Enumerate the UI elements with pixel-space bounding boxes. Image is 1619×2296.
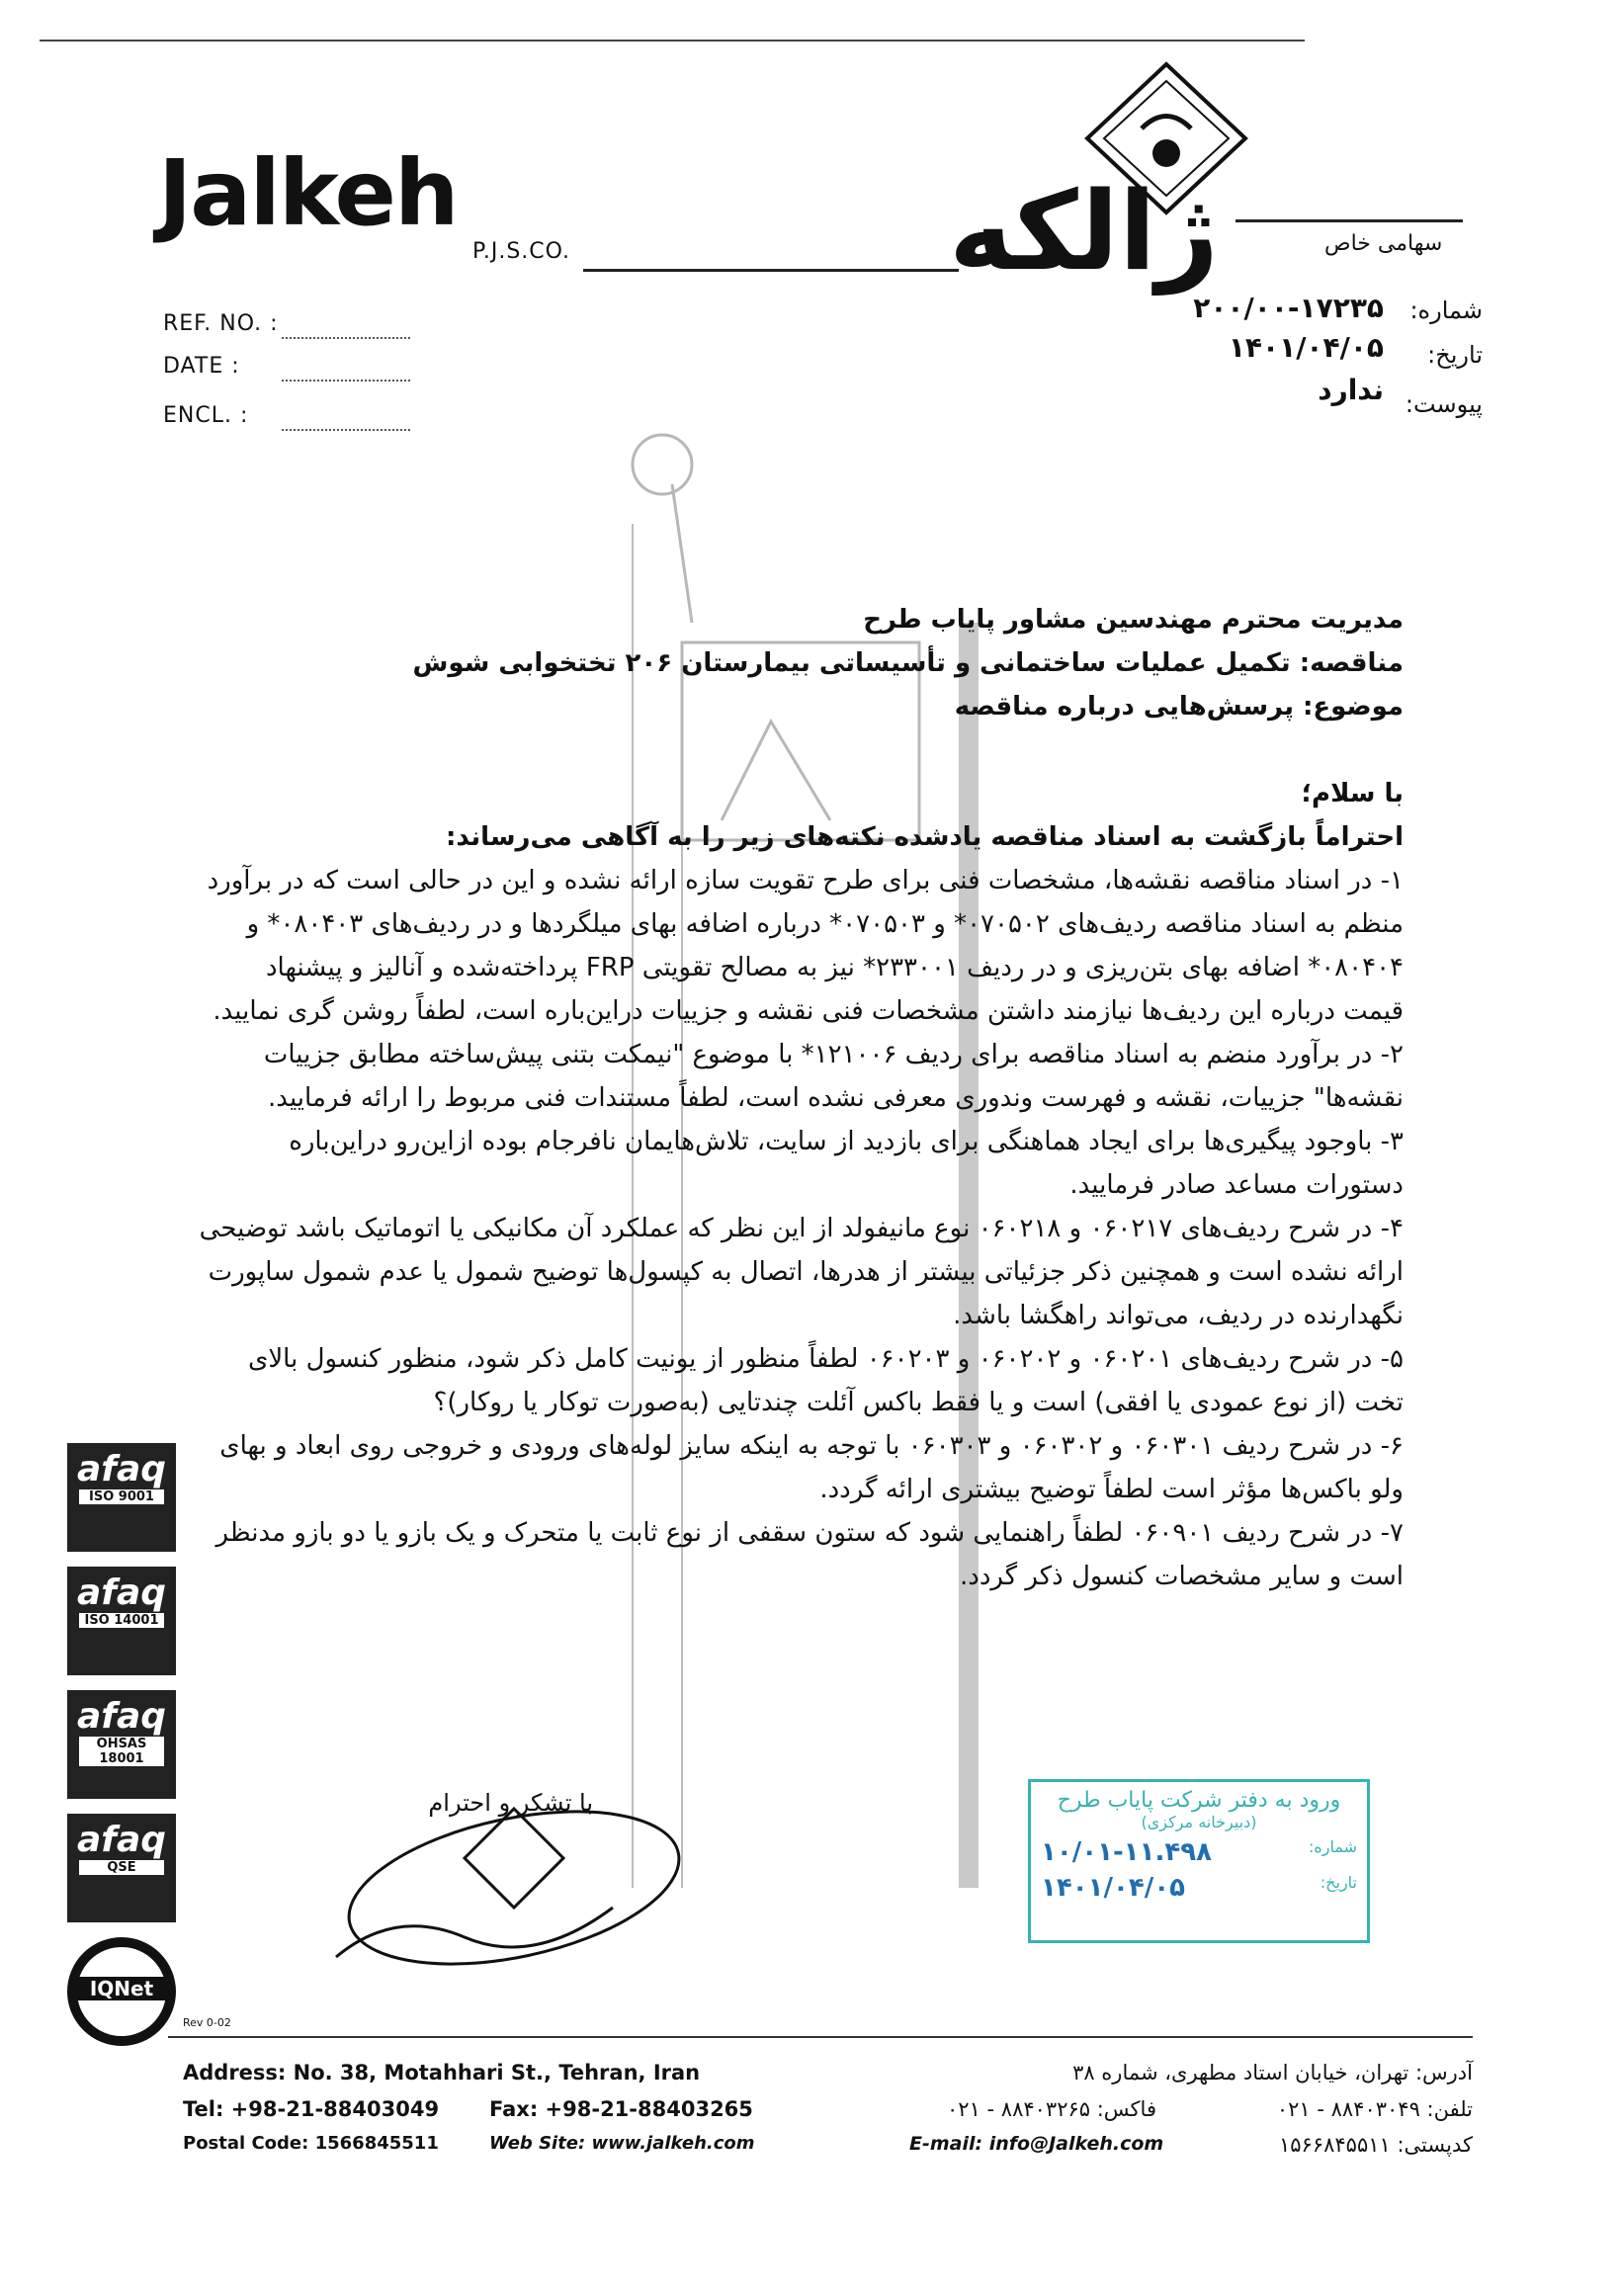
iso-14001-badge: [67, 1567, 176, 1675]
encl-value: ندارد: [1318, 374, 1384, 406]
footer-address-fa: آدرس: تهران، خیابان استاد مطهری، شماره ۳۸: [1072, 2061, 1473, 2084]
footer-fax: Fax: +98-21-88403265: [489, 2097, 753, 2121]
recipient: مدیریت محترم مهندسین مشاور پایاب طرح: [863, 605, 1404, 635]
date-label-fa: تاریخ:: [1427, 341, 1483, 369]
list-item: ۲- در برآورد منضم به اسناد مناقصه برای ردیف ۱۲۱۰۰۶* با موضوع "نیمکت بتنی پیش‌ساخته مطابق جزییات نقشه‌ها" جزییات، نقشه و فهرست وندوری معرفی نشده است، لطفاً مستندات فنی مربوط را ارائه فرمایید.: [263, 1040, 1404, 1113]
stamp-date: ۱۴۰۱/۰۴/۰۵: [1041, 1873, 1185, 1903]
footer-email: E-mail: info@Jalkeh.com: [909, 2133, 1164, 2155]
iso-9001-badge: [67, 1443, 176, 1552]
stamp-number: ۱۰/۰۱-۱۱.۴۹۸: [1041, 1837, 1212, 1867]
brand-rule: [583, 269, 959, 272]
company-seal-icon: [316, 1789, 692, 1987]
intro: احتراماً بازگشت به اسناد مناقصه یادشده نکته‌های زیر را به آگاهی می‌رساند:: [446, 822, 1404, 852]
ohsas-18001-badge: [67, 1690, 176, 1799]
greeting: با سلام؛: [1301, 779, 1404, 808]
footer-postal: Postal Code: 1566845511: [183, 2133, 439, 2154]
encl-line: [282, 428, 410, 431]
rev-code: Rev 0-02: [183, 2016, 231, 2029]
company-type: سهامی خاص: [1324, 231, 1443, 256]
stamp-date-label: تاریخ:: [1320, 1873, 1357, 1892]
number-label-fa: شماره:: [1409, 297, 1483, 324]
stamp-subtitle: (دبیرخانه مرکزی): [1141, 1813, 1257, 1831]
brand-rule: [1236, 219, 1463, 222]
qse-badge: [67, 1814, 176, 1922]
badge-standard: OHSAS 18001: [79, 1737, 164, 1766]
letter-number: ۲۰۰/۰۰-۱۷۲۳۵: [1193, 292, 1384, 324]
stamp-title: ورود به دفتر شرکت پایاب طرح: [1057, 1788, 1341, 1813]
brand-logo-en: Jalkeh: [158, 140, 458, 246]
badge-standard: QSE: [79, 1860, 164, 1875]
badge-brand: afaq: [76, 1820, 167, 1860]
ref-no-line: [282, 336, 410, 339]
receipt-stamp: [1028, 1779, 1370, 1943]
tender: مناقصه: تکمیل عملیات ساختمانی و تأسیساتی بیمارستان ۲۰۶ تختخوابی شوش: [412, 648, 1404, 678]
list-item: ۷- در شرح ردیف ۰۶۰۹۰۱ لطفاً راهنمایی شود که ستون سقفی از نوع ثابت یا متحرک و یک بازو یا دو بازو مدنظر است و سایر مشخصات کنسول ذکر گردد.: [215, 1518, 1404, 1591]
footer-rule: [168, 2036, 1473, 2038]
footer-address: Address: No. 38, Motahhari St., Tehran, Iran: [183, 2061, 701, 2084]
iqnet-logo: [67, 1937, 176, 2046]
footer-fax-fa: فاکس: ۸۸۴۰۳۲۶۵ - ۰۲۱: [947, 2097, 1156, 2121]
letter-date: ۱۴۰۱/۰۴/۰۵: [1228, 331, 1384, 364]
list-item: ۵- در شرح ردیف‌های ۰۶۰۲۰۱ و ۰۶۰۲۰۲ و ۰۶۰۲۰۳ لطفاً منظور از یونیت کامل ذکر شود، منظور کنسول بالای تخت (از نوع عمودی یا افقی) است و یا فقط باکس آئلت چندتایی (به‌صورت توکار یا روکار)؟: [247, 1344, 1404, 1417]
iqnet-label: IQNet: [77, 1977, 166, 2000]
ref-no-label: REF. NO. :: [163, 311, 279, 336]
footer-postal-fa: کدپستی: ۱۵۶۶۸۴۵۵۱۱: [1279, 2133, 1473, 2157]
badge-standard: ISO 14001: [79, 1613, 164, 1628]
closing: با تشکر و احترام: [428, 1789, 593, 1817]
stamp-number-label: شماره:: [1308, 1837, 1357, 1856]
list-item: ۱- در اسناد مناقصه نقشه‌ها، مشخصات فنی برای طرح تقویت سازه ارائه نشده و این در حالی است که در برآورد منظم به اسناد مناقصه ردیف‌های ۰۷۰۵۰۲* و ۰۷۰۵۰۳* درباره اضافه بهای میلگردها و در ردیف‌های ۰۸۰۴۰۳* و ۰۸۰۴۰۴* اضافه بهای بتن‌ریزی و در ردیف ۲۳۳۰۰۱* نیز به مصالح تقویتی FRP پرداخته‌شده و آنالیز و پیشنهاد قیمت درباره این ردیف‌ها نیازمند داشتن مشخصات فنی نقشه و جزییات دراین‌باره است، لطفاً روشن گری نمایید.: [207, 866, 1404, 1026]
encl-label: ENCL. :: [163, 403, 249, 428]
brand-logo-fa: ژالکه: [949, 168, 1220, 295]
footer-tel-fa: تلفن: ۸۸۴۰۳۰۴۹ - ۰۲۱: [1276, 2097, 1473, 2121]
date-label: DATE :: [163, 354, 240, 379]
brand-suffix: P.J.S.CO.: [472, 239, 571, 264]
top-rule: [40, 40, 1305, 42]
footer-tel: Tel: +98-21-88403049: [183, 2097, 440, 2121]
encl-label-fa: پیوست:: [1405, 390, 1483, 418]
badge-brand: afaq: [76, 1573, 167, 1613]
badge-brand: afaq: [76, 1696, 167, 1737]
list-item: ۴- در شرح ردیف‌های ۰۶۰۲۱۷ و ۰۶۰۲۱۸ نوع مانیفولد از این نظر که عملکرد آن مکانیکی یا اتوماتیک باشد توضیحی ارائه نشده است و همچنین ذکر جزئیاتی بیشتر از هدرها، اتصال به کپسول‌ها توضیح شمول یا عدم شمول ساپورت نگهدارنده در ردیف، می‌تواند راهگشا باشد.: [199, 1214, 1404, 1330]
badge-standard: ISO 9001: [79, 1489, 164, 1504]
date-line: [282, 379, 410, 382]
letter-body: [198, 598, 1404, 1598]
list-item: ۳- باوجود پیگیری‌ها برای ایجاد هماهنگی برای بازدید از سایت، تلاش‌هایمان نافرجام بوده ازاین‌رو دراین‌باره دستورات مساعد صادر فرمایید.: [289, 1127, 1404, 1200]
badge-brand: afaq: [76, 1449, 167, 1489]
subject: موضوع: پرسش‌هایی درباره مناقصه: [954, 692, 1404, 722]
list-item: ۶- در شرح ردیف ۰۶۰۳۰۱ و ۰۶۰۳۰۲ و ۰۶۰۳۰۳ با توجه به اینکه سایز لوله‌های ورودی و خروجی روی ابعاد و بهای ولو باکس‌ها مؤثر است لطفاً توضیح بیشتری ارائه گردد.: [219, 1431, 1404, 1504]
footer-website: Web Site: www.jalkeh.com: [489, 2133, 755, 2154]
